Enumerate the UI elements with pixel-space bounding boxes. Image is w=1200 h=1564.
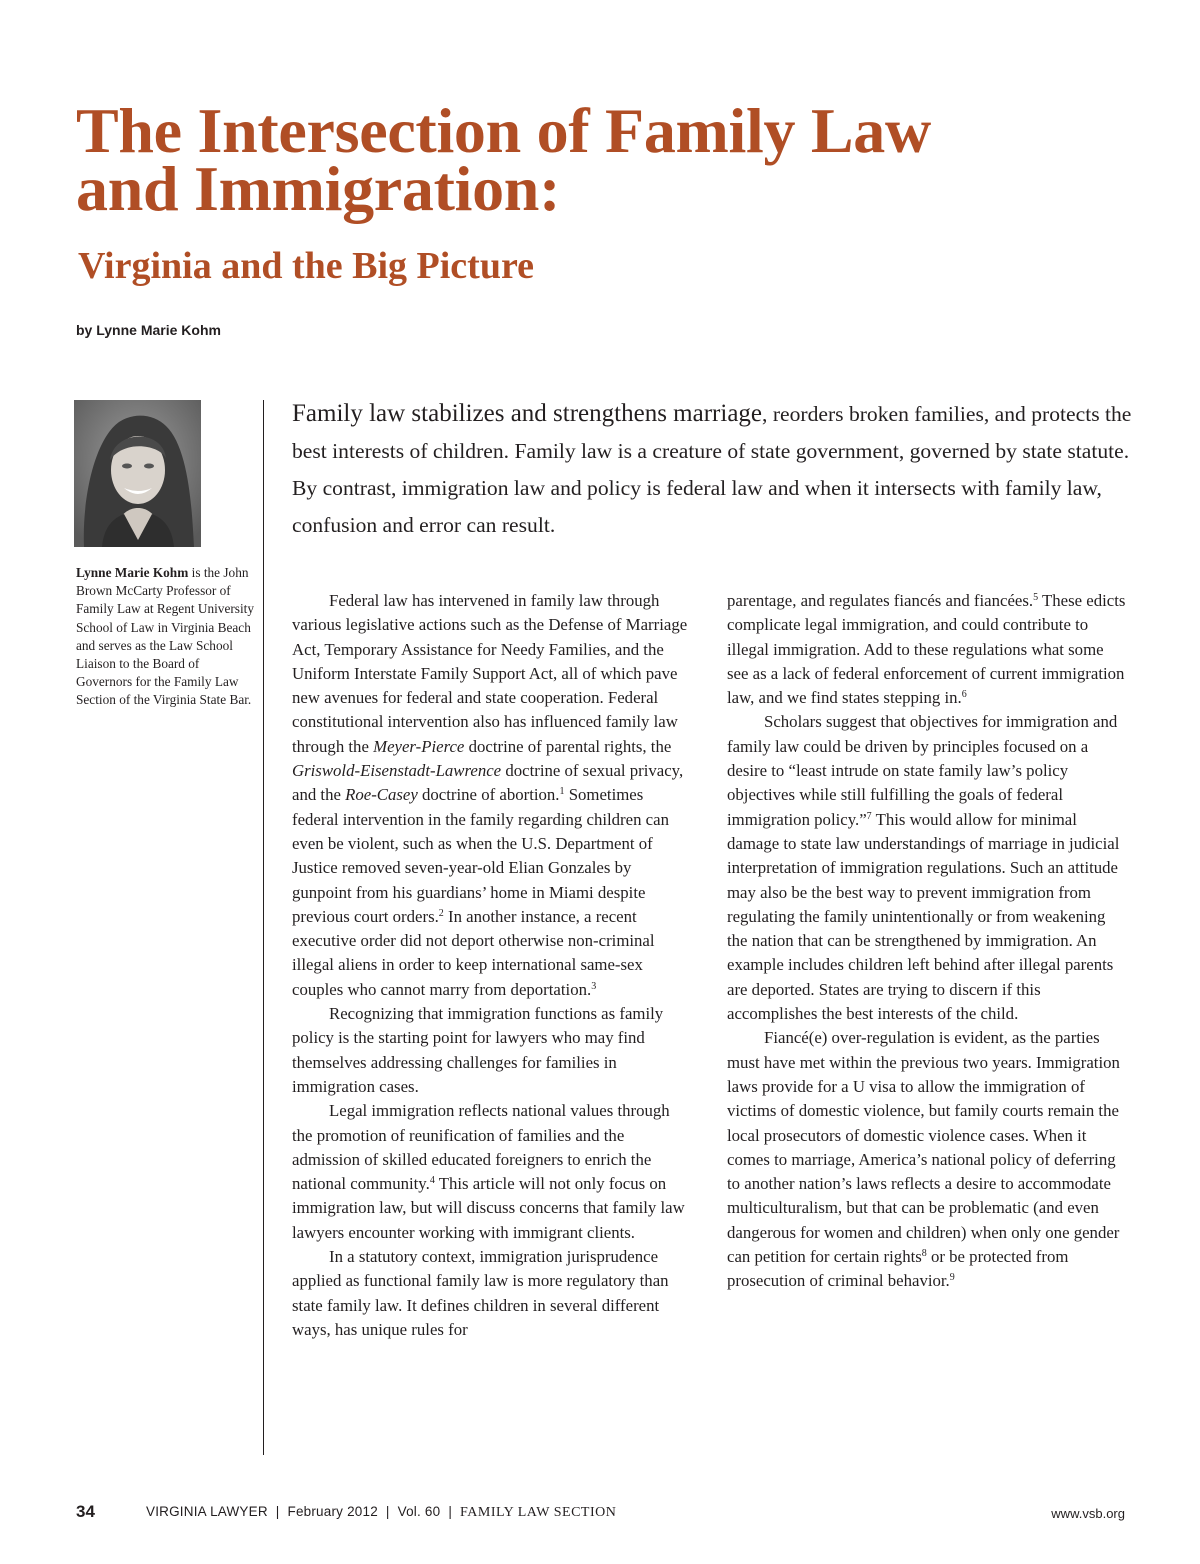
footnote-ref[interactable]: 2 [438,907,444,919]
footnote-ref[interactable]: 8 [921,1248,927,1260]
body-text: Federal law has intervened in family law through various legislative actions such as the Defense of Marriage Act, Temporary Assistance for Needy Families, and the Uniform Interstate Family Support Act, all of which pave new avenues for federal and state cooperation. Federal constitutional intervention also has influenced family law through the [292,591,688,756]
body-text: parentage, and regulates fiancés and fiancées. [727,591,1034,610]
issue-date: February 2012 [287,1504,378,1519]
footnote-ref[interactable]: 5 [1033,592,1039,603]
pull-quote-lead: Family law stabilizes and strengthens marriage [292,400,763,427]
body-paragraph-continued [727,589,1127,710]
body-paragraph [292,589,692,1002]
body-text: These edicts complicate legal immigration, and could contribute to illegal immigration. Add to these regulations what some see as a lack of federal enforcement of current immigration law, and we find states stepping in. [727,591,1126,708]
publication-name: VIRGINIA LAWYER [146,1504,268,1519]
website-link[interactable]: www.vsb.org [1051,1506,1125,1521]
footnote-ref[interactable]: 9 [949,1272,955,1284]
title-line-1: The Intersection of Family Law [76,95,931,166]
column-divider [263,400,264,1455]
footnote-ref[interactable]: 3 [591,980,597,992]
page-footer [0,1500,1200,1530]
body-column-2 [727,589,1127,1294]
body-text: doctrine of abortion. [417,785,560,805]
bio-author-name: Lynne Marie Kohm [76,565,189,580]
body-text: or be protected from prosecution of criminal behavior. [727,1247,1069,1291]
body-text: In another instance, a recent executive order did not deport otherwise non-criminal illegal aliens in order to keep international same-sex couples who cannot marry from deportation. [292,906,655,999]
body-text: In a statutory context, immigration jurisprudence applied as functional family law is more regulatory than state family law. It defines children in several different ways, has unique rules for [292,1247,669,1339]
body-text: This article will not only focus on immigration law, but will discuss concerns that family law lawyers encounter working with immigrant clients. [292,1174,685,1242]
body-text: This would allow for minimal damage to state law understandings of marriage in judicial interpretation of immigration regulations. Such an attitude may also be the best way to prevent immigration from regulating the family unintentionally or from weakening the nation that can be strengthened by immigration. An example includes children left behind after illegal parents are deported. States are trying to discern if this accomplishes the best interests of the child. [727,809,1120,1024]
pull-quote [292,395,1140,544]
footnote-ref[interactable]: 4 [429,1175,435,1187]
body-text: doctrine of sexual privacy, and the [292,761,684,805]
case-name: Roe-Casey [345,785,418,805]
author-bio [76,564,254,710]
section-name: FAMILY LAW SECTION [460,1505,617,1520]
footnote-ref[interactable]: 1 [559,786,565,798]
body-text: Fiancé(e) over-regulation is evident, as the parties must have met within the previous two years. Immigration laws provide for a U visa to allow the immigration of victims of domestic violence, but family courts remain the local prosecutors of domestic violence cases. When it comes to marriage, America’s national policy of deferring to another nation’s laws reflects a desire to accommodate multiculturalism, but that can be problematic (and even dangerous for women and children) when only one gender can petition for certain rights [727,1028,1120,1267]
author-portrait-image [74,400,201,547]
body-paragraph [292,1099,692,1245]
body-text: Sometimes federal intervention in the family regarding children can even be violent, such as when the U.S. Department of Justice removed seven-year-old Elian Gonzales by gunpoint from his guardians’ home in Miami despite previous court orders. [292,785,669,926]
body-paragraph [292,1245,692,1342]
case-name: Griswold-Eisenstadt-Lawrence [292,761,502,781]
pull-quote-text: , reorders broken families, and protects the best interests of children. Family law is a creature of state government, governed by state statute. By contrast, immigration law and policy is federal law and when it intersects with family law, confusion and error can result. [292,402,1132,537]
footnote-ref[interactable]: 6 [961,689,967,701]
case-name: Meyer-Pierce [373,736,465,756]
article-title [76,95,931,224]
body-paragraph [727,710,1127,1026]
publication-line: VIRGINIA LAWYER | February 2012 | Vol. 60 | FAMILY LAW SECTION [146,1504,617,1520]
body-paragraph [727,1026,1127,1293]
body-column-1 [292,589,692,1342]
footnote-ref[interactable]: 7 [866,810,872,822]
body-text: Legal immigration reflects national values through the promotion of reunification of families and the admission of skilled educated foreigners to enrich the national community. [292,1101,670,1194]
body-text: Scholars suggest that objectives for immigration and family law could be driven by principles focused on a desire to “least intrude on state family law’s policy objectives while still fulfilling the goals of federal immigration policy.” [727,712,1118,829]
byline: by Lynne Marie Kohm [76,322,221,338]
body-paragraph: Recognizing that immigration functions as family policy is the starting point for lawyers who may find themselves addressing challenges for families in immigration cases. [292,1004,664,1096]
bio-text: is the John Brown McCarty Professor of Family Law at Regent University School of Law in Virginia Beach and serves as the Law School Liaison to the Board of Governors for the Family Law Section of the Virginia State Bar. [76,565,254,708]
volume: Vol. 60 [397,1504,441,1519]
body-text: doctrine of parental rights, the [464,736,672,756]
title-line-2: and Immigration: [76,153,561,224]
author-photo [74,400,201,547]
article-subtitle: Virginia and the Big Picture [78,245,534,287]
page-number: 34 [76,1502,95,1521]
